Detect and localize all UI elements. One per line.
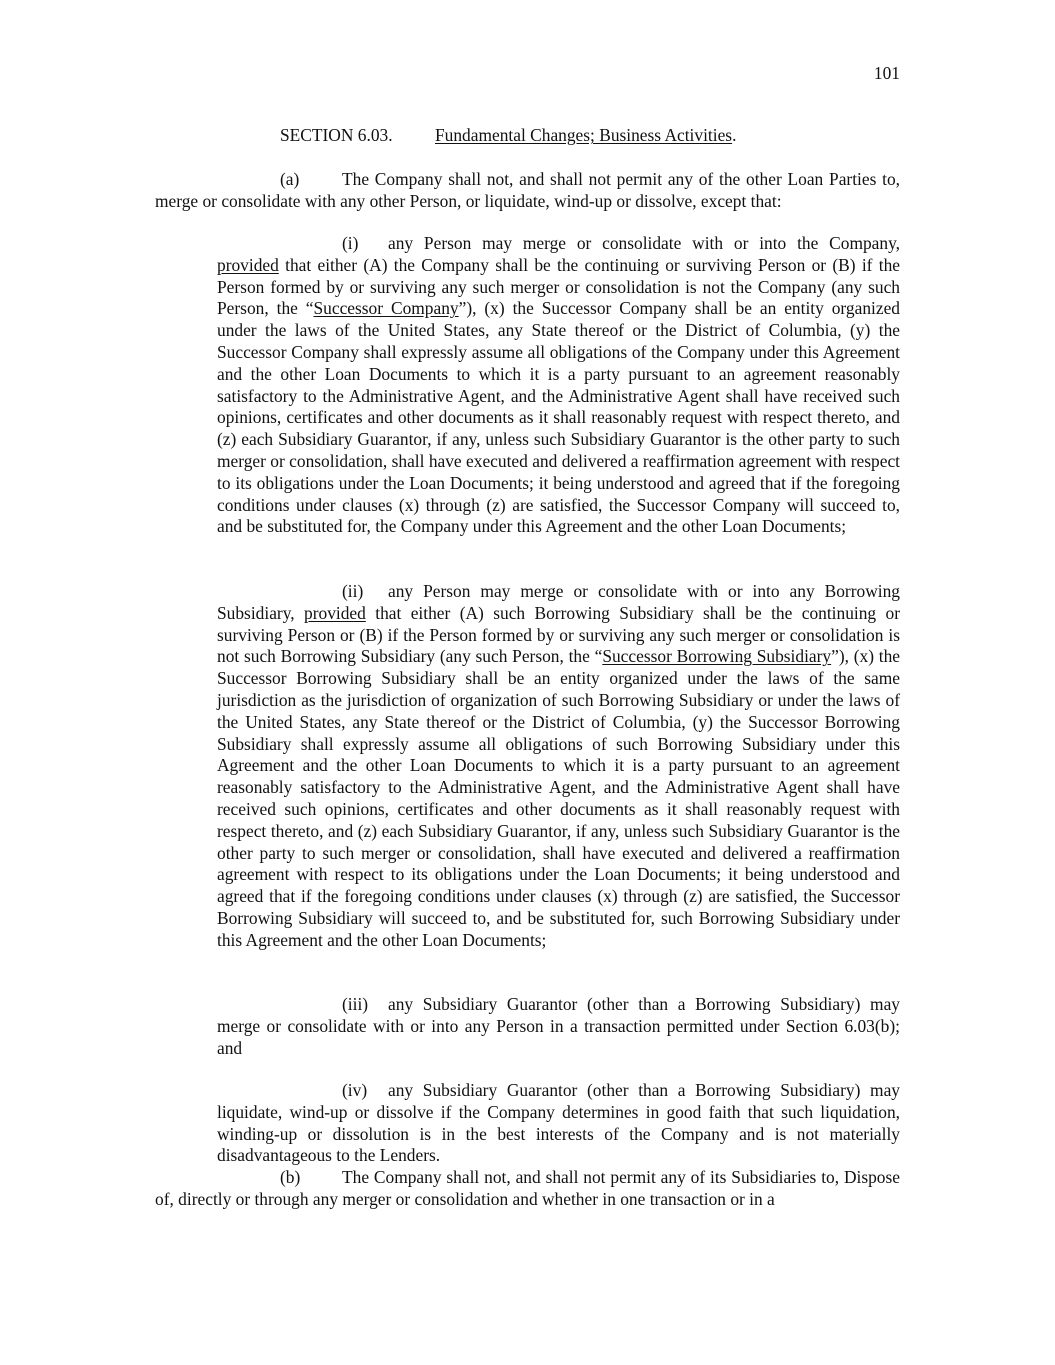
clause-iv-text: any Subsidiary Guarantor (other than a Borrowing Subsidiary) may liquidate, wind-up or dissolve if the Company determines in good faith that such liquidation, winding-up or dissolution is in the best interests of the Company and is not materially disadvantageous to the Lenders. [217, 1080, 900, 1166]
paragraph-b-label: (b) [280, 1167, 301, 1187]
clause-ii [217, 581, 900, 952]
clause-ii-text-2: that either (A) such Borrowing Subsidiary shall be the continuing or surviving Person or (B) if the Person formed by or surviving any such merger or consolidation is not such Borrowing Subsidiary (any such Person, the “ [217, 602, 900, 667]
clause-i-defined-term: Successor Company [313, 298, 459, 319]
section-number: SECTION 6.03. [280, 125, 393, 145]
paragraph-a-text: The Company shall not, and shall not permit any of the other Loan Parties to, merge or consolidate with any other Person, or liquidate, wind-up or dissolve, except that: [155, 169, 900, 211]
paragraph-a [155, 169, 900, 213]
clause-ii-defined-term: Successor Borrowing Subsidiary [602, 646, 832, 667]
clause-i-text-1: any Person may merge or consolidate with or into the Company, [388, 233, 900, 253]
page-number: 101 [873, 63, 900, 83]
clause-i-text-3: ”), (x) the Successor Company shall be an entity organized under the laws of the United States, any State thereof or the District of Columbia, (y) the Successor Company shall expressly assume all obligations of the Company under this Agreement and the other Loan Documents to which it is a party pursuant to an agreement reasonably satisfactory to the Administrative Agent, and the Administrative Agent shall have received such opinions, certificates and other documents as it shall reasonably request with respect thereto, and (z) each Subsidiary Guarantor, if any, unless such Subsidiary Guarantor is the other party to such merger or consolidation, shall have executed and delivered a reaffirmation agreement with respect to its obligations under the Loan Documents; it being understood and agreed that if the foregoing conditions under clauses (x) through (z) are satisfied, the Successor Company will succeed to, and be substituted for, the Company under this Agreement and the other Loan Documents; [217, 298, 900, 537]
clause-i-label: (i) [342, 233, 359, 253]
clause-i-text-2: that either (A) the Company shall be the continuing or surviving Person or (B) if the Person formed by or surviving any such merger or consolidation is not the Company (any such Person, the “ [217, 254, 900, 319]
clause-iii-label: (iii) [342, 994, 369, 1014]
paragraph-b-text: The Company shall not, and shall not permit any of its Subsidiaries to, Dispose of, directly or through any merger or consolidation and whether in one transaction or in a [155, 1167, 900, 1209]
clause-ii-label: (ii) [342, 581, 364, 601]
clause-i [217, 233, 900, 538]
clause-ii-text-3: ”), (x) the Successor Borrowing Subsidiary shall be an entity organized under the laws of the same jurisdiction as the jurisdiction of organization of such Borrowing Subsidiary or under the laws of the United States, any State thereof or the District of Columbia, (y) the Successor Borrowing Subsidiary shall expressly assume all obligations of such Borrowing Subsidiary under this Agreement and the other Loan Documents to which it is a party pursuant to an agreement reasonably satisfactory to the Administrative Agent, and the Administrative Agent shall have received such opinions, certificates and other documents as it shall reasonably request with respect thereto, and (z) each Subsidiary Guarantor, if any, unless such Subsidiary Guarantor is the other party to such merger or consolidation, shall have executed and delivered a reaffirmation agreement with respect to its obligations under the Loan Documents; it being understood and agreed that if the foregoing conditions under clauses (x) through (z) are satisfied, the Successor Borrowing Subsidiary will succeed to, and be substituted for, such Borrowing Subsidiary under this Agreement and the other Loan Documents; [217, 646, 901, 950]
section-heading [280, 125, 736, 147]
clause-i-provided: provided [217, 254, 279, 275]
clause-ii-text-1: any Person may merge or consolidate with or into any Borrowing Subsidiary, [217, 581, 900, 623]
clause-iv-label: (iv) [342, 1080, 368, 1100]
paragraph-a-label: (a) [280, 169, 300, 189]
clause-iii [217, 994, 900, 1059]
clause-ii-provided: provided [304, 602, 366, 623]
clause-iii-text: any Subsidiary Guarantor (other than a Borrowing Subsidiary) may merge or consolidate with or into any Person in a transaction permitted under Section 6.03(b); and [217, 994, 900, 1058]
section-title: Fundamental Changes; Business Activities [435, 125, 733, 145]
clause-iv [217, 1080, 900, 1167]
section-title-period: . [732, 125, 737, 145]
paragraph-b [155, 1167, 900, 1211]
